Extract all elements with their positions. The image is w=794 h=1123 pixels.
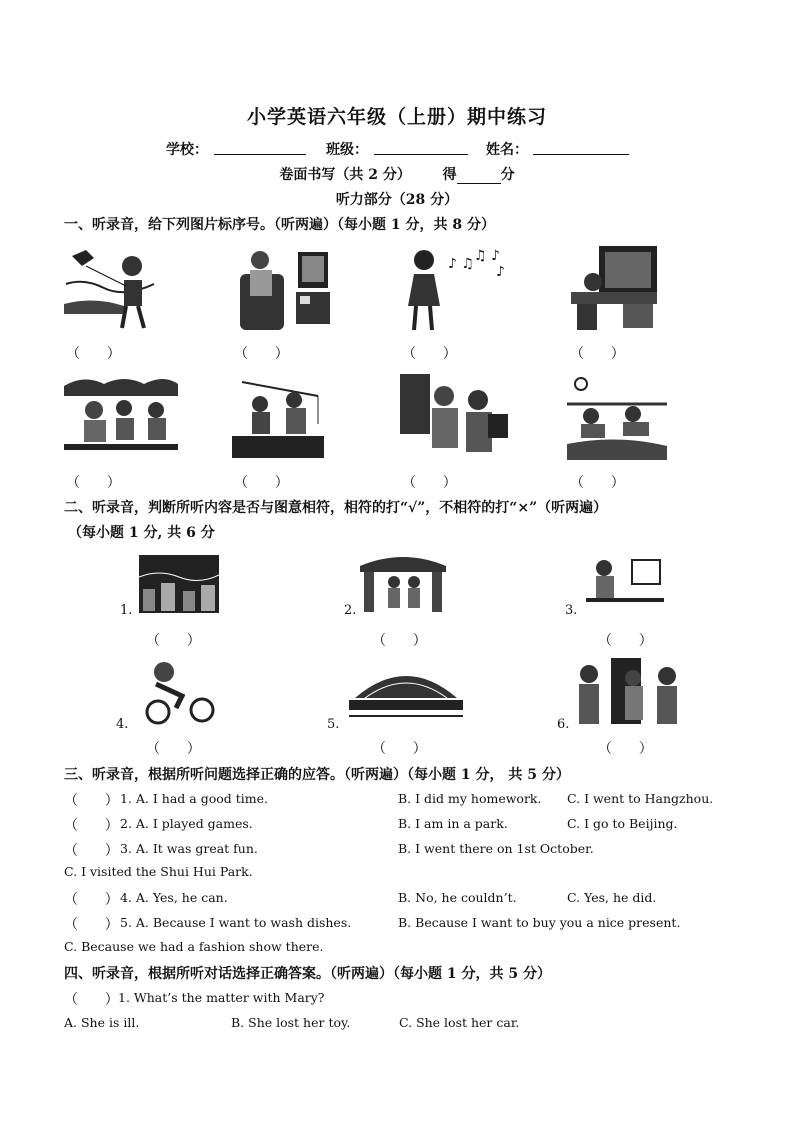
svg-text:♪ ♫: ♪ ♫ <box>448 256 474 272</box>
q3-4-option-b: B. No, he couldn’t. <box>398 890 517 905</box>
q4-1-stem: 1. What’s the matter with Mary? <box>118 990 325 1005</box>
night-city-picture <box>139 555 219 613</box>
section1-heading: 一、听录音，给下列图片标序号。（听两遍）（每小题 1 分，共 8 分） <box>64 217 495 233</box>
family-at-door-picture <box>575 656 687 726</box>
answer-paren-4-1[interactable]: （ ） <box>64 992 119 1008</box>
q3-5-option-b: B. Because I want to buy you a nice present. <box>398 915 681 930</box>
fishing-picture <box>232 378 324 460</box>
q3-5-option-c: C. Because we had a fashion show there. <box>64 939 324 954</box>
singing-girl-picture <box>404 246 522 332</box>
answer-paren-2-6[interactable]: （ ） <box>598 741 653 757</box>
item-number-5: 5. <box>327 717 340 732</box>
handwriting-label: 卷面书写（共 2 分） <box>279 167 411 183</box>
section4-heading: 四、听录音，根据所听对话选择正确答案。（听两遍）（每小题 1 分，共 5 分） <box>64 966 551 982</box>
item-number-3: 3. <box>565 603 578 618</box>
item-number-4: 4. <box>116 717 129 732</box>
name-blank[interactable] <box>533 140 629 155</box>
answer-paren-1-4[interactable]: （ ） <box>570 346 625 362</box>
school-label: 学校： <box>166 142 208 158</box>
class-label: 班级： <box>326 142 368 158</box>
item-number-6: 6. <box>557 717 570 732</box>
score-label: 得 <box>442 167 457 183</box>
q3-3-option-b: B. I went there on 1st October. <box>398 841 594 856</box>
answer-paren-2-2[interactable]: （ ） <box>372 633 427 649</box>
answer-paren-1-2[interactable]: （ ） <box>234 346 289 362</box>
picnic-picture <box>567 374 667 460</box>
score-unit: 分 <box>500 167 515 183</box>
q3-1-option-a: 1. A. I had a good time. <box>120 791 268 806</box>
computer-desk-picture <box>569 246 661 332</box>
section2-heading-line2: （每小题 1 分, 共 6 分 <box>68 525 215 541</box>
answer-paren-3-3[interactable]: （ ） <box>64 843 119 859</box>
boy-on-bike-picture <box>136 656 222 726</box>
section3-heading: 三、听录音，根据所听问题选择正确的应答。（听两遍）（每小题 1 分， 共 5 分） <box>64 767 570 783</box>
page-title: 小学英语六年级（上册）期中练习 <box>246 106 547 128</box>
score-row <box>0 164 794 184</box>
class-blank[interactable] <box>374 140 468 155</box>
answer-paren-1-3[interactable]: （ ） <box>402 346 457 362</box>
answer-paren-1-6[interactable]: （ ） <box>234 475 289 491</box>
answer-paren-2-3[interactable]: （ ） <box>598 633 653 649</box>
school-friends-picture <box>400 374 512 460</box>
stadium-picture <box>349 658 463 724</box>
kite-flying-picture <box>64 244 156 332</box>
q3-4-option-a: 4. A. Yes, he can. <box>120 890 228 905</box>
q3-1-option-c: C. I went to Hangzhou. <box>567 791 714 806</box>
answer-paren-3-1[interactable]: （ ） <box>64 793 119 809</box>
answer-paren-1-1[interactable]: （ ） <box>66 346 121 362</box>
svg-text:♫ ♪: ♫ ♪ <box>474 248 500 264</box>
q3-2-option-c: C. I go to Beijing. <box>567 816 678 831</box>
watching-tv-picture <box>236 246 332 332</box>
girl-at-computer-picture <box>582 554 666 612</box>
listening-part-heading: 听力部分（28 分） <box>335 192 459 208</box>
q3-1-option-b: B. I did my homework. <box>398 791 542 806</box>
svg-text:♪: ♪ <box>496 264 505 280</box>
answer-paren-1-5[interactable]: （ ） <box>66 475 121 491</box>
q4-1-option-c: C. She lost her car. <box>399 1015 520 1030</box>
q4-1-option-b: B. She lost her toy. <box>231 1015 351 1030</box>
school-blank[interactable] <box>214 140 306 155</box>
q3-2-option-b: B. I am in a park. <box>398 816 508 831</box>
q3-5-option-a: 5. A. Because I want to wash dishes. <box>120 915 352 930</box>
q3-3-option-a: 3. A. It was great fun. <box>120 841 258 856</box>
section2-heading: 二、听录音，判断所听内容是否与图意相符，相符的打“√”，不相符的打“×”（听两遍） <box>64 500 608 516</box>
name-label: 姓名： <box>486 142 528 158</box>
answer-paren-2-1[interactable]: （ ） <box>146 633 201 649</box>
q3-3-option-c: C. I visited the Shui Hui Park. <box>64 864 253 879</box>
answer-paren-3-5[interactable]: （ ） <box>64 917 119 933</box>
q3-4-option-c: C. Yes, he did. <box>567 890 657 905</box>
answer-paren-2-5[interactable]: （ ） <box>372 741 427 757</box>
answer-paren-2-4[interactable]: （ ） <box>146 741 201 757</box>
q4-1-option-a: A. She is ill. <box>64 1015 140 1030</box>
item-number-2: 2. <box>344 603 357 618</box>
answer-paren-1-7[interactable]: （ ） <box>402 475 457 491</box>
answer-paren-1-8[interactable]: （ ） <box>570 475 625 491</box>
answer-paren-3-2[interactable]: （ ） <box>64 818 119 834</box>
q3-2-option-a: 2. A. I played games. <box>120 816 253 831</box>
score-blank[interactable] <box>457 169 501 184</box>
dancing-children-picture <box>64 374 178 458</box>
shop-people-picture <box>360 552 446 614</box>
item-number-1: 1. <box>120 603 133 618</box>
answer-paren-3-4[interactable]: （ ） <box>64 892 119 908</box>
